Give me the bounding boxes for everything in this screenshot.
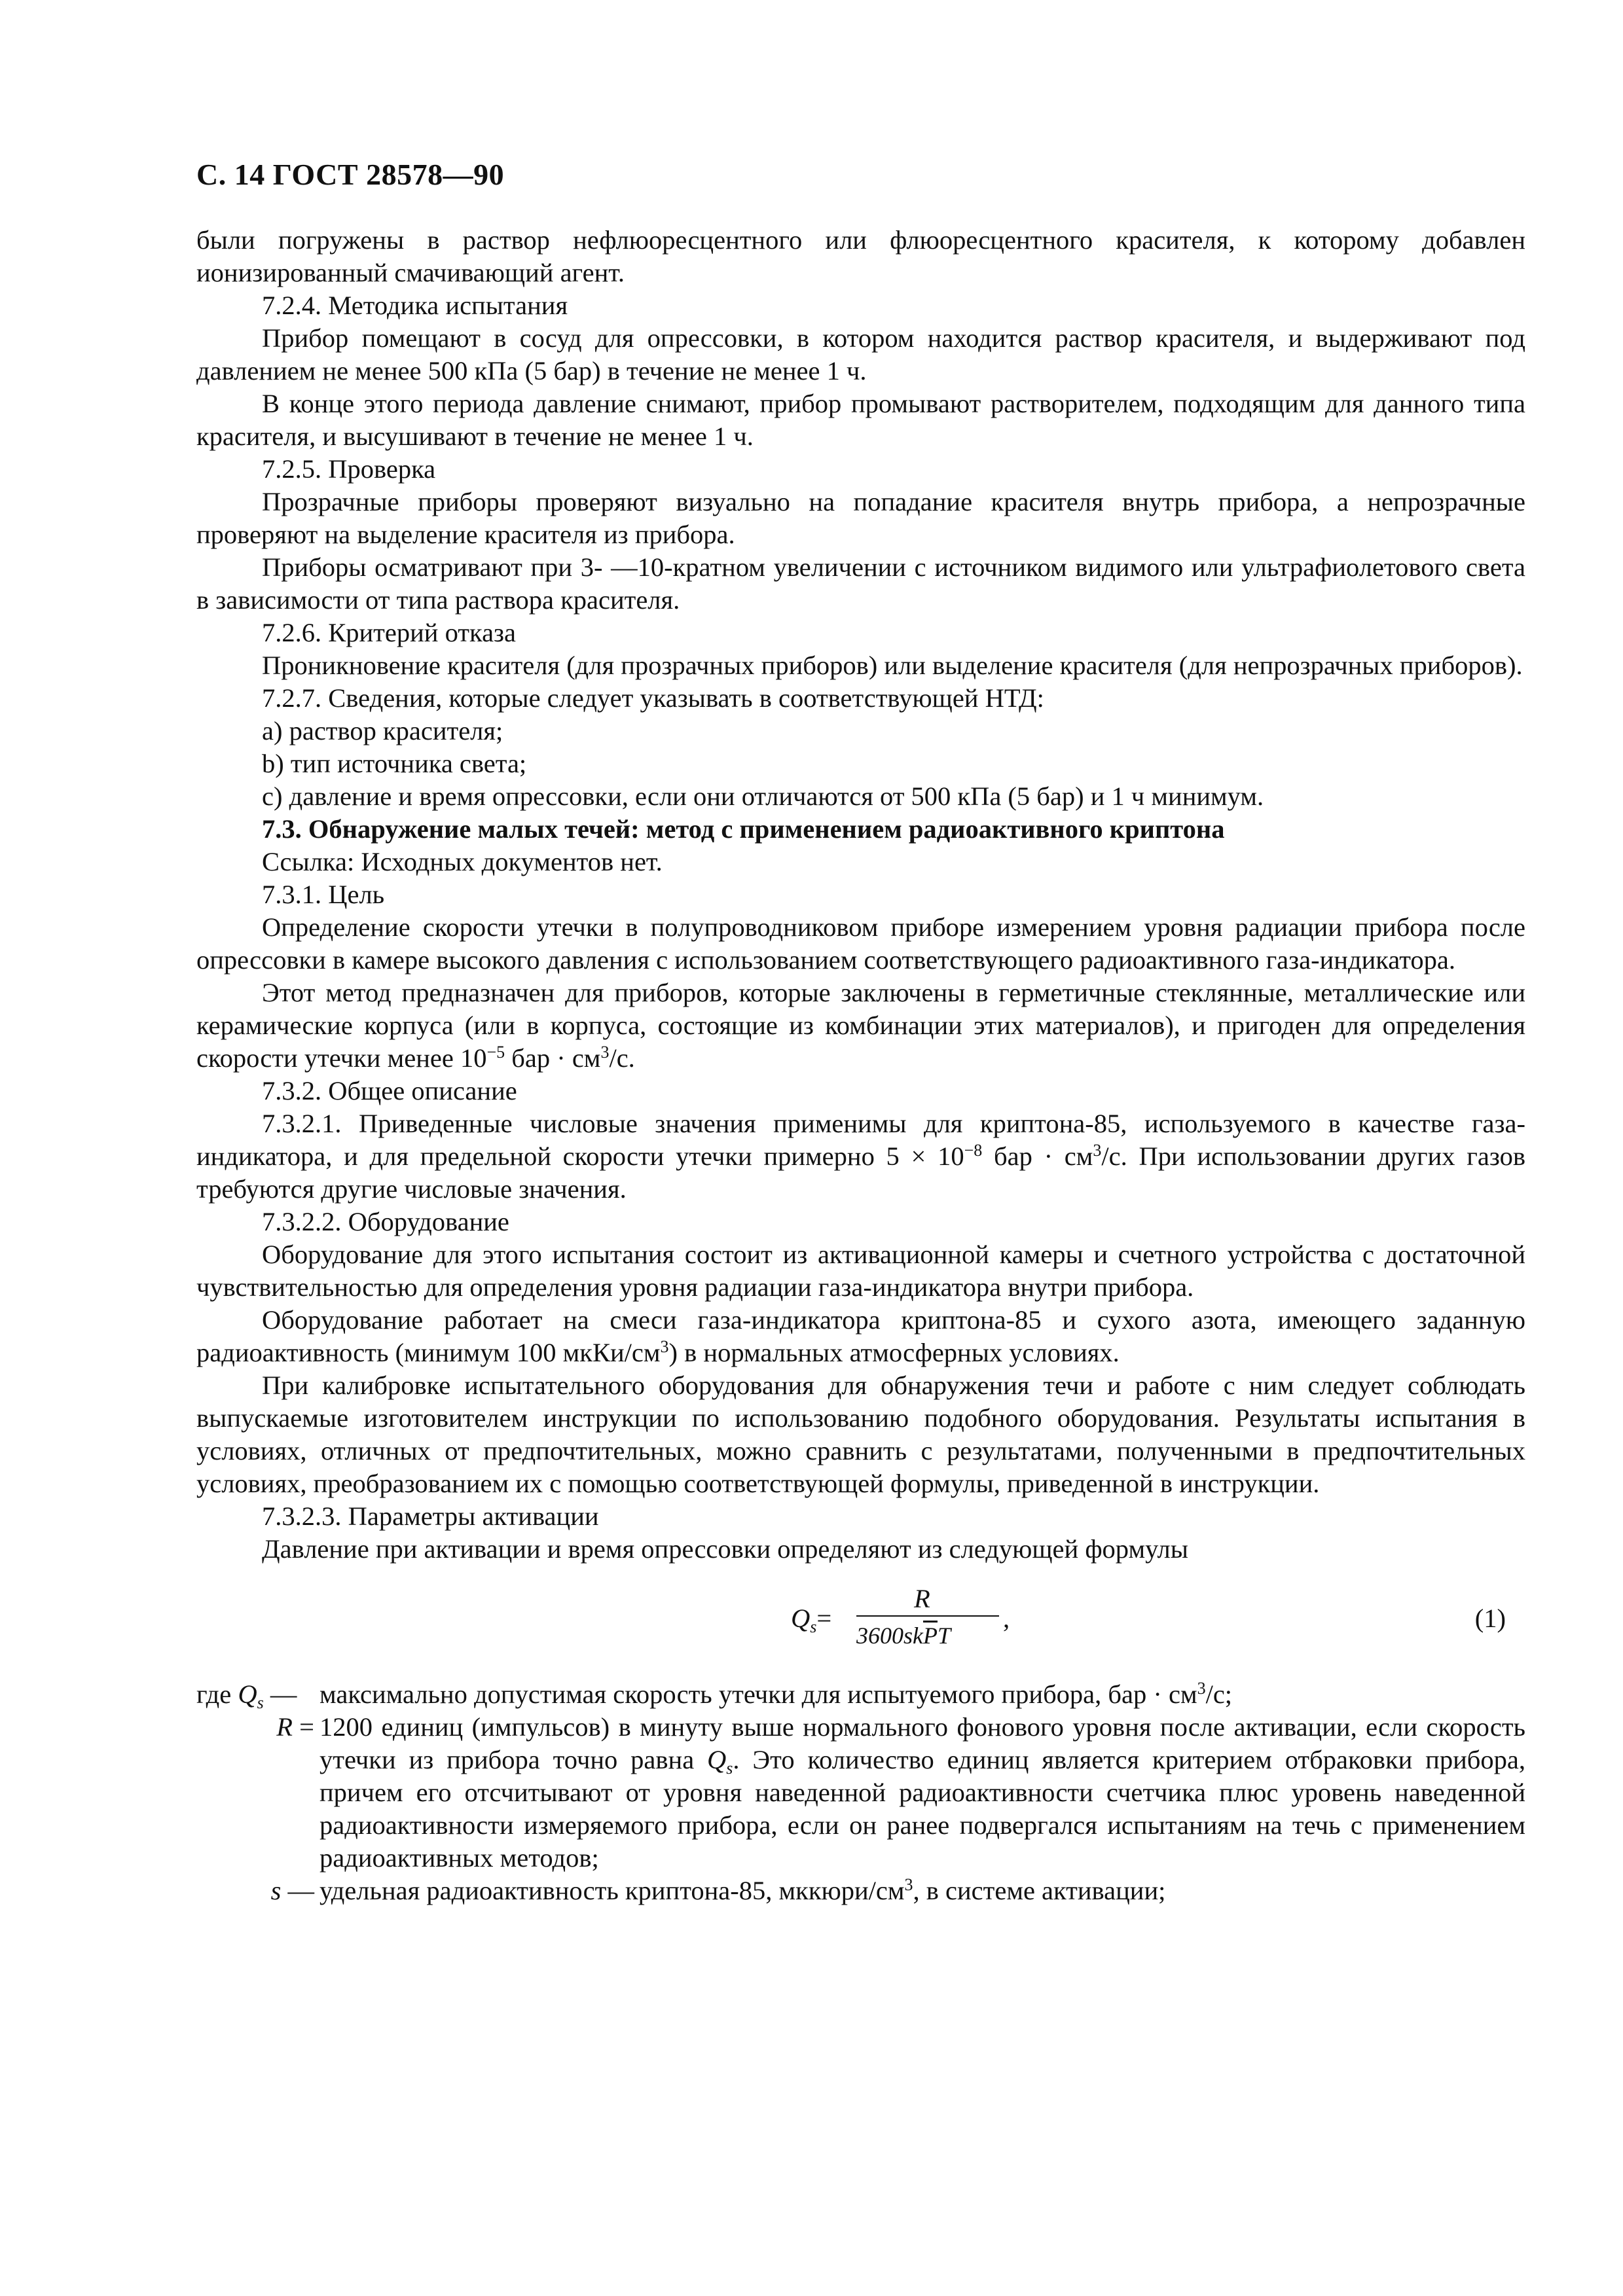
term-symbol: s: [270, 1876, 282, 1905]
section-heading: 7.3.2.3. Параметры активации: [262, 1501, 599, 1531]
section-heading: 7.3.1. Цель: [262, 880, 385, 909]
text-run: Этот метод предназначен для приборов, которые заключены в герметичные стеклянные, металлические или керамические корпуса (или в корпуса, состоящие из комбинации этих материалов), и пригоден для определения скорости утечки менее 10: [196, 978, 1525, 1073]
paragraph: Оборудование для этого испытания состоит из активационной камеры и счетного устройства с достаточной чувствительностью для определения уровня радиации газа-индикатора внутри прибора.: [196, 1240, 1525, 1302]
reference-note: Ссылка: Исходных документов нет.: [262, 847, 663, 876]
exponent: 3: [904, 1875, 913, 1894]
formula-equals: =: [816, 1604, 832, 1633]
exponent: 3: [1197, 1679, 1206, 1698]
formula-den-part: 3600sk: [856, 1623, 923, 1649]
term-subscript-text: s: [726, 1759, 733, 1778]
section-heading: 7.2.4. Методика испытания: [262, 291, 568, 320]
paragraph: Давление при активации и время опрессовки определяют из следующей формулы: [262, 1534, 1188, 1564]
definition-item: [196, 1678, 1525, 1711]
definition-item: [196, 1874, 1525, 1907]
definition-prefix: где: [196, 1679, 232, 1709]
definition-term: [196, 1678, 314, 1711]
section-heading-bold: 7.3. Обнаружение малых течей: метод с применением радиоактивного криптона: [262, 814, 1225, 844]
definitions-list: [196, 1678, 1525, 1907]
formula-numerator: R: [914, 1584, 930, 1613]
formula-comma: ,: [1003, 1604, 1010, 1633]
definition-term: [196, 1711, 314, 1744]
definition-text: 1200 единиц (импульсов) в минуту выше нормального фонового уровня после активации, если скорость утечки из прибора точно равна: [319, 1712, 1525, 1774]
paragraph: были погружены в раствор нефлюоресцентного или флюоресцентного красителя, к которому добавлен ионизированный смачивающий агент.: [196, 225, 1525, 287]
exponent: −8: [964, 1141, 983, 1160]
paragraph: Проникновение красителя (для прозрачных приборов) или выделение красителя (для непрозрачных приборов).: [262, 651, 1523, 680]
term-dash: —: [281, 1876, 314, 1905]
term-subscript: [726, 1759, 733, 1778]
text-run: бар · см: [982, 1141, 1093, 1171]
equation-number: (1): [1474, 1604, 1506, 1633]
definition-text: , в системе активации;: [913, 1876, 1166, 1905]
section-heading: 7.2.6. Критерий отказа: [262, 618, 517, 647]
term-symbol: Q: [707, 1745, 727, 1774]
term-equals: =: [293, 1712, 314, 1742]
section-heading: 7.3.2. Общее описание: [262, 1076, 517, 1105]
formula-symbol: Q: [791, 1604, 811, 1633]
formula-denominator: [856, 1619, 951, 1652]
term-symbol: R: [276, 1712, 293, 1742]
definition-term: [196, 1874, 314, 1907]
term-subscript-text: s: [257, 1693, 264, 1712]
paragraph: Прибор помещают в сосуд для опрессовки, в котором находится раствор красителя, и выдерживают под давлением не менее 500 кПа (5 бар) в течение не менее 1 ч.: [196, 323, 1525, 386]
text-run: /с.: [609, 1043, 635, 1073]
paragraph: [196, 1304, 1525, 1369]
paragraph: [196, 1107, 1525, 1206]
term-subscript: [257, 1693, 264, 1712]
fraction-bar: [856, 1615, 999, 1617]
formula-block: [196, 1583, 1525, 1660]
page-header: С. 14 ГОСТ 28578—90: [196, 158, 505, 191]
formula-den-part: $\overline{P}$: [923, 1623, 938, 1649]
paragraph: Определение скорости утечки в полупроводниковом приборе измерением уровня радиации прибора после опрессовки в камере высокого давления с использованием соответствующего радиоактивного газа-индикатора.: [196, 912, 1525, 975]
list-item: а) раствор красителя;: [262, 716, 503, 745]
definition-text: . Это количество единиц является критерием отбраковки прибора, причем его отсчитывают от уровня наведенной радиоактивности счетчика плюс уровень наведенной радиоактивности измеряемого прибора, если он ранее подвергался испытаниям на течь с применением радиоактивных методов;: [319, 1745, 1525, 1873]
section-heading: 7.2.7. Сведения, которые следует указывать в соответствующей НТД:: [262, 683, 1044, 713]
exponent: −5: [486, 1043, 505, 1062]
paragraph: Прозрачные приборы проверяют визуально на попадание красителя внутрь прибора, а непрозрачные проверяют на выделение красителя из прибора.: [196, 487, 1525, 549]
paragraph: [196, 977, 1525, 1075]
section-heading: 7.2.5. Проверка: [262, 454, 436, 484]
definition-text: максимально допустимая скорость утечки для испытуемого прибора, бар · см: [319, 1679, 1197, 1709]
text-run: Оборудование работает на смеси газа-индикатора криптона-85 и сухого азота, имеющего заданную радиоактивность (минимум 100 мкКи/см: [196, 1305, 1525, 1367]
list-item: с) давление и время опрессовки, если они отличаются от 500 кПа (5 бар) и 1 ч минимум.: [262, 781, 1264, 811]
formula-subscript: s: [810, 1617, 817, 1636]
formula-lhs: [791, 1602, 831, 1635]
exponent: 3: [660, 1337, 669, 1356]
text-run: 7.3.2.1. Приведенные числовые значения применимы для криптона-85, используемого в качестве газа-индикатора, и для предельной скорости утечки примерно 5 × 10: [196, 1109, 1525, 1171]
definition-text: /с;: [1205, 1679, 1233, 1709]
section-heading: 7.3.2.2. Оборудование: [262, 1207, 509, 1236]
text-run: /с. При использовании других газов требуются другие числовые значения.: [196, 1141, 1525, 1204]
exponent: 3: [600, 1043, 610, 1062]
formula-den-part: T: [938, 1623, 951, 1649]
paragraph: В конце этого периода давление снимают, прибор промывают растворителем, подходящим для данного типа красителя, и высушивают в течение не менее 1 ч.: [196, 389, 1525, 451]
term-symbol: Q: [238, 1679, 257, 1709]
paragraph: Приборы осматривают при 3- —10-кратном увеличении с источником видимого или ультрафиолетового света в зависимости от типа раствора красителя.: [196, 552, 1525, 615]
text-run: ) в нормальных атмосферных условиях.: [668, 1338, 1120, 1367]
definition-item: [196, 1711, 1525, 1874]
list-item: b) тип источника света;: [262, 749, 527, 778]
page-body: [196, 224, 1525, 1907]
definition-text: удельная радиоактивность криптона-85, мккюри/см: [319, 1876, 905, 1905]
term-dash: —: [263, 1679, 297, 1709]
exponent: 3: [1093, 1141, 1102, 1160]
text-run: бар · см: [505, 1043, 601, 1073]
paragraph: При калибровке испытательного оборудования для обнаружения течи и работе с ним следует соблюдать выпускаемые изготовителем инструкции по использованию подобного оборудования. Результаты испытания в условиях, отличных от предпочтительных, можно сравнить с результатами, полученными в предпочтительных условиях, преобразованием их с помощью соответствующей формулы, приведенной в инструкции.: [196, 1371, 1525, 1498]
